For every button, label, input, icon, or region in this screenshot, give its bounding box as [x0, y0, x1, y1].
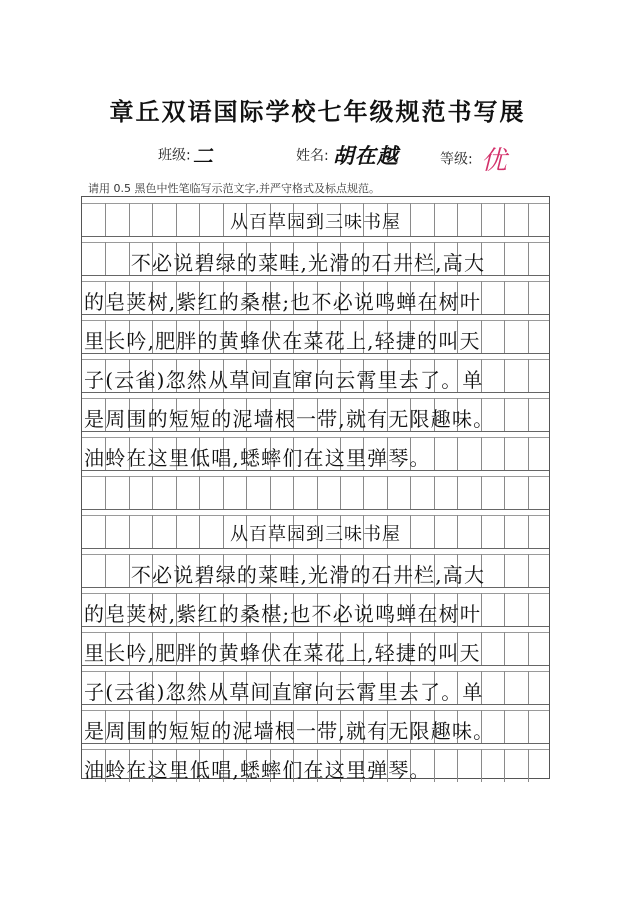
- grid-column-line: [293, 476, 294, 509]
- grid-column-line: [270, 476, 271, 509]
- name-field: [296, 140, 399, 170]
- section2-line-5: 是周围的短短的泥墙根一带,就有无限趣味。: [84, 719, 495, 743]
- section1-line-3: 里长吟,肥胖的黄蜂伏在菜花上,轻捷的叫天: [84, 329, 481, 353]
- grid-column-line: [176, 476, 177, 509]
- class-value: 二: [192, 144, 213, 168]
- grid-column-line: [199, 476, 200, 509]
- grid-column-line: [129, 476, 130, 509]
- section2-line-3: 里长吟,肥胖的黄蜂伏在菜花上,轻捷的叫天: [84, 641, 481, 665]
- section1-line-6: 油蛉在这里低唱,蟋蟀们在这里弹琴。: [84, 446, 431, 470]
- grid-column-line: [410, 476, 411, 509]
- section1-line-5: 是周围的短短的泥墙根一带,就有无限趣味。: [84, 407, 495, 431]
- grid-column-line: [317, 476, 318, 509]
- grid-row-line: [82, 548, 549, 549]
- class-field: [158, 140, 213, 169]
- grade-field: [440, 140, 507, 177]
- grid-column-line: [105, 476, 106, 509]
- grid-column-line: [387, 476, 388, 509]
- grid-column-line: [246, 476, 247, 509]
- name-label: 姓名:: [296, 148, 329, 164]
- grid-column-line: [481, 476, 482, 509]
- section2-heading: 从百草园到三味书屋: [230, 524, 401, 545]
- grade-label: 等级:: [440, 151, 473, 168]
- grid-row-line: [82, 236, 549, 237]
- class-label: 班级:: [158, 147, 191, 164]
- grid-column-line: [340, 476, 341, 509]
- grid-column-line: [152, 476, 153, 509]
- grid-column-line: [363, 476, 364, 509]
- section2-line-4: 子(云雀)忽然从草间直窜向云霄里去了。单: [84, 680, 484, 704]
- grid-column-line: [223, 476, 224, 509]
- grid-column-line: [528, 476, 529, 509]
- grid-column-line: [504, 476, 505, 509]
- section1-line-1: 不必说碧绿的菜畦,光滑的石井栏,高大: [130, 251, 486, 275]
- grid-column-line: [457, 476, 458, 509]
- grid-column-line: [434, 476, 435, 509]
- section1-line-4: 子(云雀)忽然从草间直窜向云霄里去了。单: [84, 368, 484, 392]
- section2-line-1: 不必说碧绿的菜畦,光滑的石井栏,高大: [130, 563, 486, 587]
- section2-line-2: 的皂荚树,紫红的桑椹;也不必说鸣蝉在树叶: [84, 602, 482, 626]
- grade-value: 优: [480, 146, 507, 176]
- section1-heading: 从百草园到三味书屋: [230, 212, 401, 233]
- section1-line-2: 的皂荚树,紫红的桑椹;也不必说鸣蝉在树叶: [84, 290, 482, 314]
- name-value: 胡在越: [332, 143, 399, 168]
- instruction-text: 请用 0.5 黑色中性笔临写示范文字,并严守格式及标点规范。: [88, 182, 380, 195]
- section2-line-6: 油蛉在这里低唱,蟋蟀们在这里弹琴。: [84, 758, 431, 782]
- grid-row-line: [82, 509, 549, 510]
- page-title: 章丘双语国际学校七年级规范书写展: [109, 97, 526, 126]
